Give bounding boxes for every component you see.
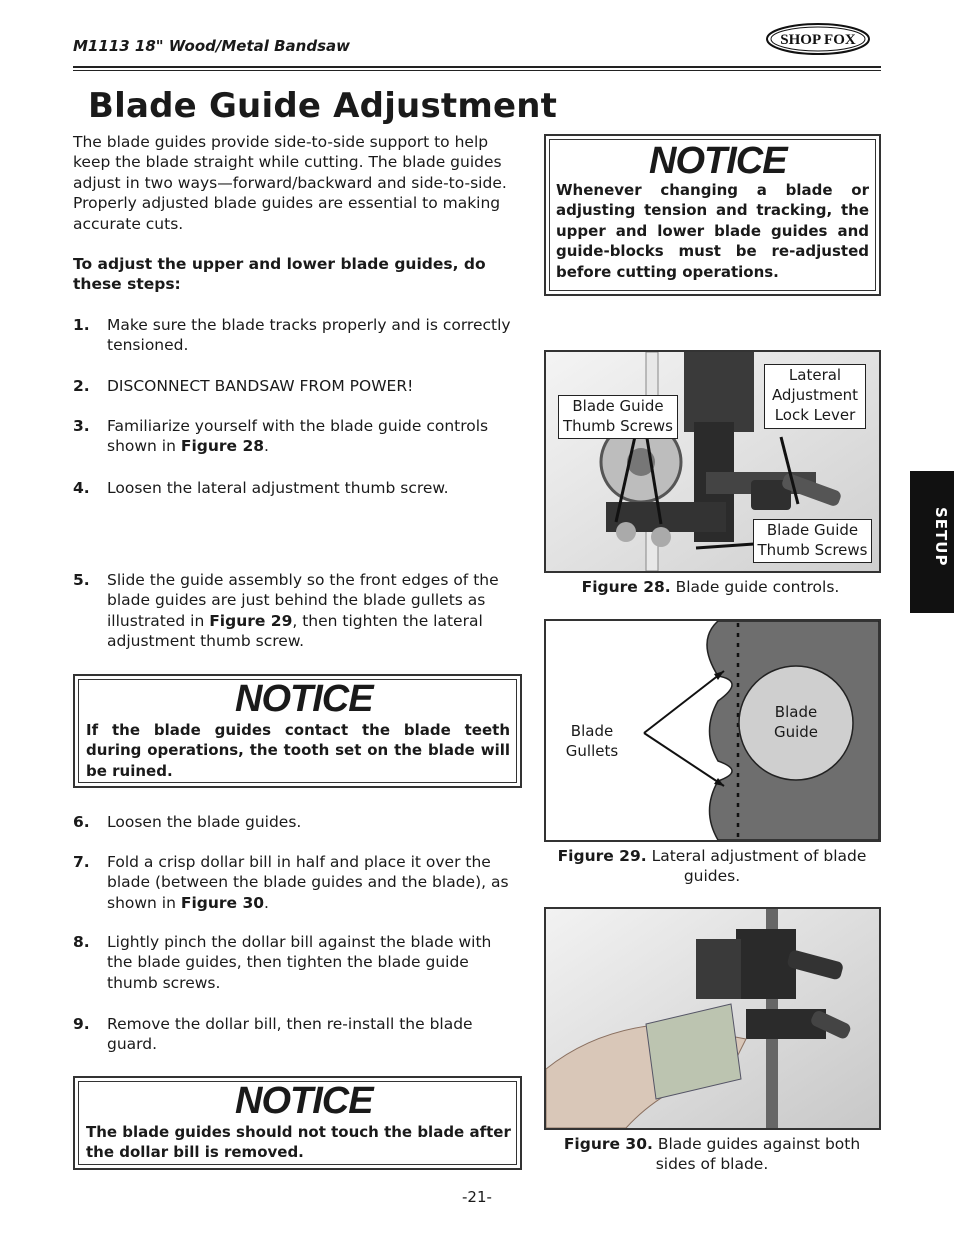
page-number: -21- [462,1188,492,1206]
step-7 [73,852,513,916]
step-9 [73,1014,513,1056]
step-number: 4. [73,479,90,497]
callout-blade-guide-thumb-screws-right: Blade Guide Thumb Screws [753,519,872,563]
header-rule [73,66,881,68]
intro-paragraph: The blade guides provide side-to-side support to help keep the blade straight while cutting. The blade guides adjust in two ways—forward/backward and side-to-side. Properly adjusted blade guides are essential to making accurate cuts. [73,133,507,233]
label-blade-gullets: Blade Gullets [565,722,619,761]
section-tab-setup [910,471,954,613]
figure-28-caption: Figure 28. Blade guide controls. [581,578,840,596]
step-text: Fold a crisp dollar bill in half and place it over the blade (between the blade guides and the blade), as shown in Figure 30. [107,853,509,912]
step-text: Loosen the blade guides. [107,813,302,831]
step-number: 2. [73,377,90,395]
step-3 [73,416,513,458]
step-text: Remove the dollar bill, then re-install the blade guard. [107,1015,473,1054]
notice-box-teeth [73,674,522,788]
step-1 [73,315,513,357]
header-rule-thin [73,70,881,71]
section-tab-label: SETUP [932,507,950,567]
figure-29-caption: Figure 29. Lateral adjustment of blade guides. [557,847,867,886]
notice-body: Whenever changing a blade or adjusting tension and tracking, the upper and lower blade guides and guide-blocks must be re-adjusted before cutting operations. [556,181,869,281]
figure-reference: Figure 29 [209,611,293,630]
step-2 [73,376,513,398]
manual-title: M1113 18" Wood/Metal Bandsaw [73,37,350,55]
step-text: Make sure the blade tracks properly and is correctly tensioned. [107,316,511,355]
notice-box-dollar [73,1076,522,1170]
figure-reference: Figure 30 [180,893,265,912]
page-title: Blade Guide Adjustment [88,86,558,126]
step-number: 8. [73,933,90,951]
steps-lead: To adjust the upper and lower blade guides, do these steps: [73,255,486,294]
step-text: Loosen the lateral adjustment thumb screw. [107,479,449,497]
step-number: 7. [73,853,90,871]
label-blade-guide: Blade Guide [773,703,819,742]
step-number: 6. [73,813,90,831]
step-text: DISCONNECT BANDSAW FROM POWER! [107,377,414,395]
notice-title: NOTICE [235,1080,373,1122]
logo-text: SHOP FOX [780,32,856,48]
step-number: 5. [73,571,90,589]
figure-30-caption: Figure 30. Blade guides against both sides of blade. [563,1135,861,1174]
notice-body: If the blade guides contact the blade teeth during operations, the tooth set on the blade will be ruined. [86,721,510,780]
step-text: Slide the guide assembly so the front edges of the blade guides are just behind the blade gullets as illustrated in Figure 29, then tighten the lateral adjustment thumb screw. [107,571,499,651]
step-number: 1. [73,316,90,334]
step-text: Lightly pinch the dollar bill against the blade with the blade guides, then tighten the blade guide thumb screws. [107,933,492,992]
notice-title: NOTICE [235,678,373,720]
step-number: 3. [73,417,90,435]
notice-body: The blade guides should not touch the blade after the dollar bill is removed. [86,1123,511,1162]
figure-30-photo [544,907,881,1130]
step-6 [73,812,513,834]
figure-28-photo [544,350,881,573]
notice-box-blade-change [544,134,881,296]
callout-lateral-adjustment-lock-lever: Lateral Adjustment Lock Lever [764,364,866,429]
shop-fox-logo [765,22,871,56]
figure-reference: Figure 28 [180,437,265,456]
step-4 [73,478,513,500]
dollar-bill-blade-illustration [546,909,879,1128]
step-number: 9. [73,1015,90,1033]
step-text: Familiarize yourself with the blade guide controls shown in Figure 28. [107,417,489,456]
step-8 [73,932,513,996]
step-5 [73,570,513,654]
figure-29-diagram [544,619,881,842]
callout-blade-guide-thumb-screws-left: Blade Guide Thumb Screws [558,395,678,439]
notice-title: NOTICE [649,140,787,182]
